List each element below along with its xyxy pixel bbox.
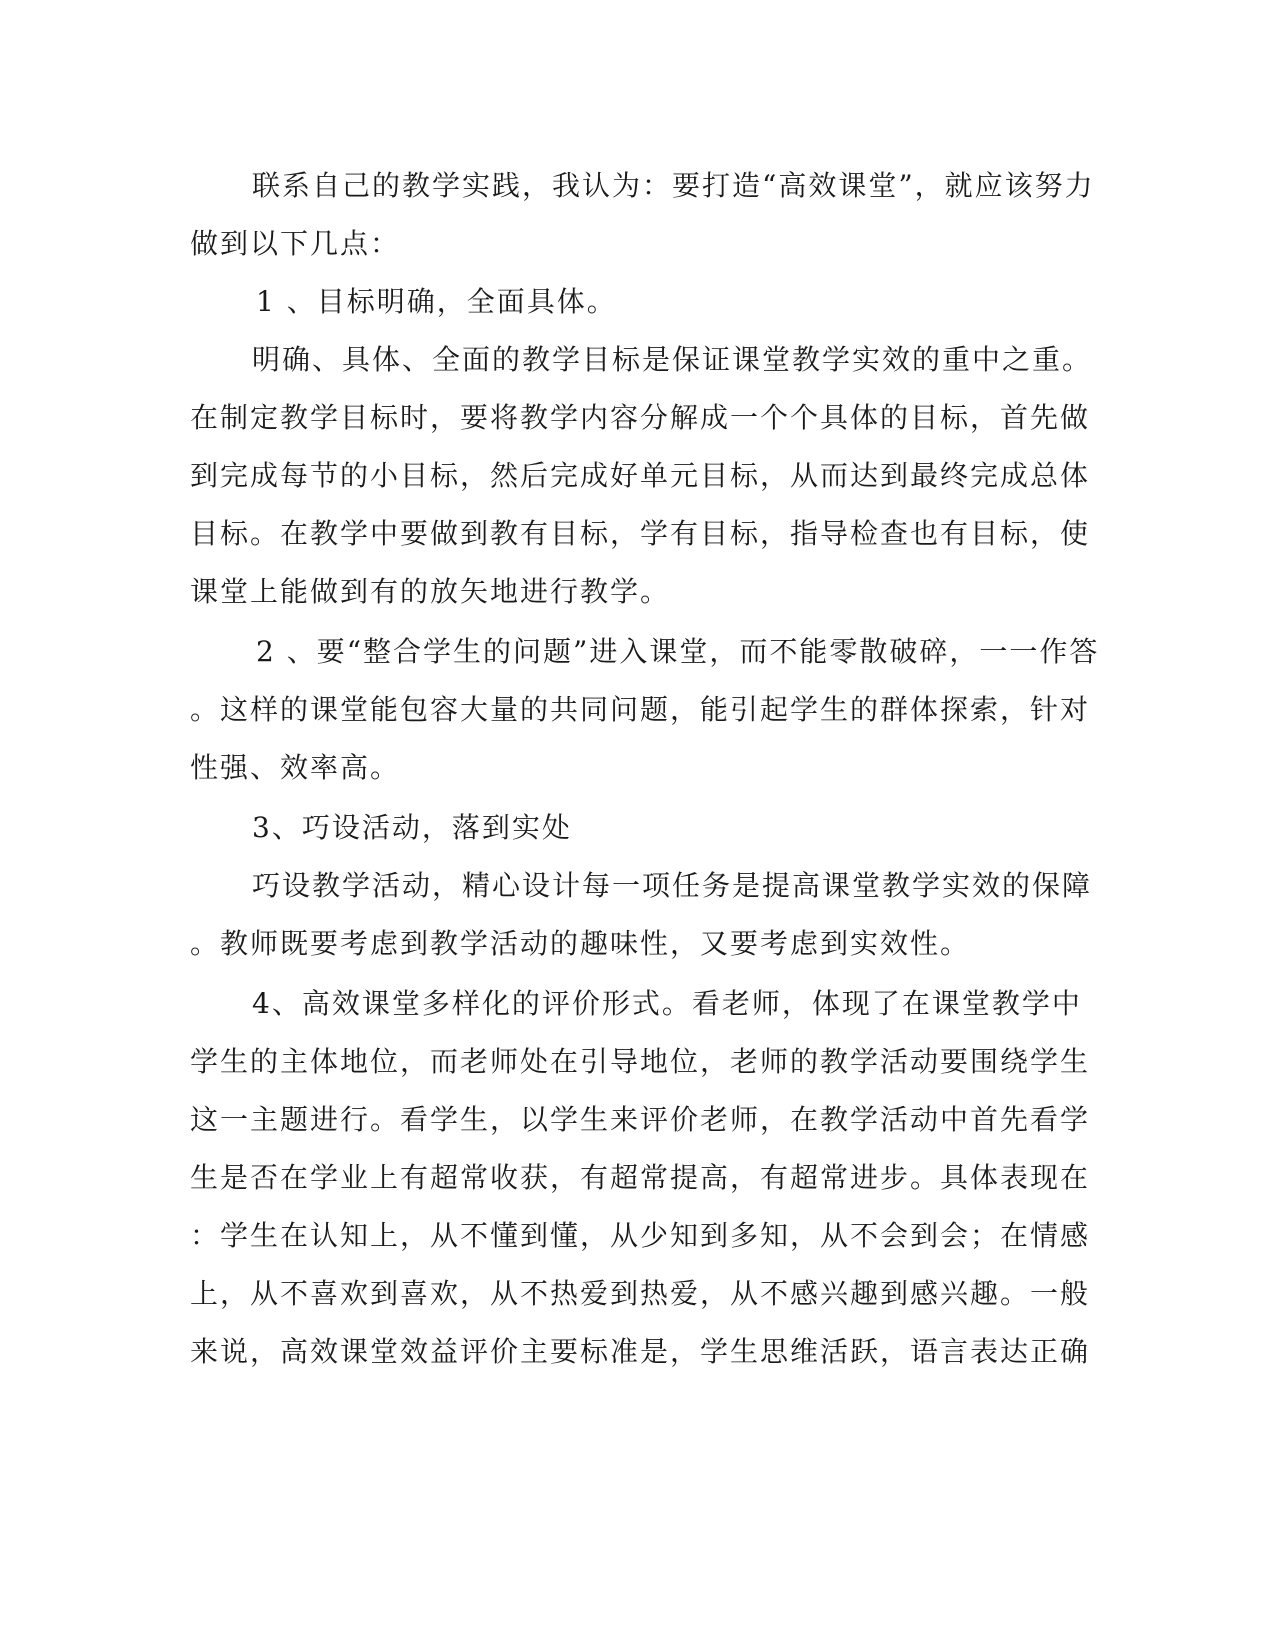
body-text-line: 性强、效率高。: [190, 751, 401, 784]
body-text-line: 在制定教学目标时，要将教学内容分解成一个个具体的目标，首先做: [190, 401, 1091, 434]
body-text-line: ：学生在认知上，从不懂到懂，从少知到多知，从不会到会；在情感: [190, 1219, 1091, 1252]
body-text-line: 来说，高效课堂效益评价主要标准是，学生思维活跃，语言表达正确: [190, 1335, 1091, 1368]
body-text-line: 巧设教学活动，精心设计每一项任务是提高课堂教学实效的保障: [252, 869, 1093, 902]
body-text-line: 联系自己的教学实践，我认为：要打造“高效课堂”，就应该努力: [252, 169, 1095, 202]
body-text-line: 这一主题进行。看学生，以学生来评价老师，在教学活动中首先看学: [190, 1103, 1091, 1136]
body-text-line: 到完成每节的小目标，然后完成好单元目标，从而达到最终完成总体: [190, 459, 1091, 492]
list-item-heading: 3、巧设活动，落到实处: [252, 811, 572, 844]
body-text-line: 明确、具体、全面的教学目标是保证课堂教学实效的重中之重。: [252, 343, 1093, 376]
body-text-line: 。这样的课堂能包容大量的共同问题，能引起学生的群体探索，针对: [190, 693, 1091, 726]
body-text-line: 。教师既要考虑到教学活动的趣味性，又要考虑到实效性。: [190, 927, 971, 960]
body-text-line: 学生的主体地位，而老师处在引导地位，老师的教学活动要围绕学生: [190, 1045, 1091, 1078]
body-text-line: 课堂上能做到有的放矢地进行教学。: [190, 575, 671, 608]
body-text-line: 上，从不喜欢到喜欢，从不热爱到热爱，从不感兴趣到感兴趣。一般: [190, 1277, 1091, 1310]
list-item-heading: 1 、目标明确，全面具体。: [256, 285, 617, 318]
list-item-heading: 2 、要“整合学生的问题”进入课堂，而不能零散破碎，一一作答: [256, 635, 1100, 668]
body-text-line: 生是否在学业上有超常收获，有超常提高，有超常进步。具体表现在: [190, 1161, 1091, 1194]
list-item-heading: 4、高效课堂多样化的评价形式。看老师，体现了在课堂教学中: [252, 987, 1082, 1020]
body-text-line: 做到以下几点：: [190, 227, 401, 260]
body-text-line: 目标。在教学中要做到教有目标，学有目标，指导检查也有目标，使: [190, 517, 1091, 550]
